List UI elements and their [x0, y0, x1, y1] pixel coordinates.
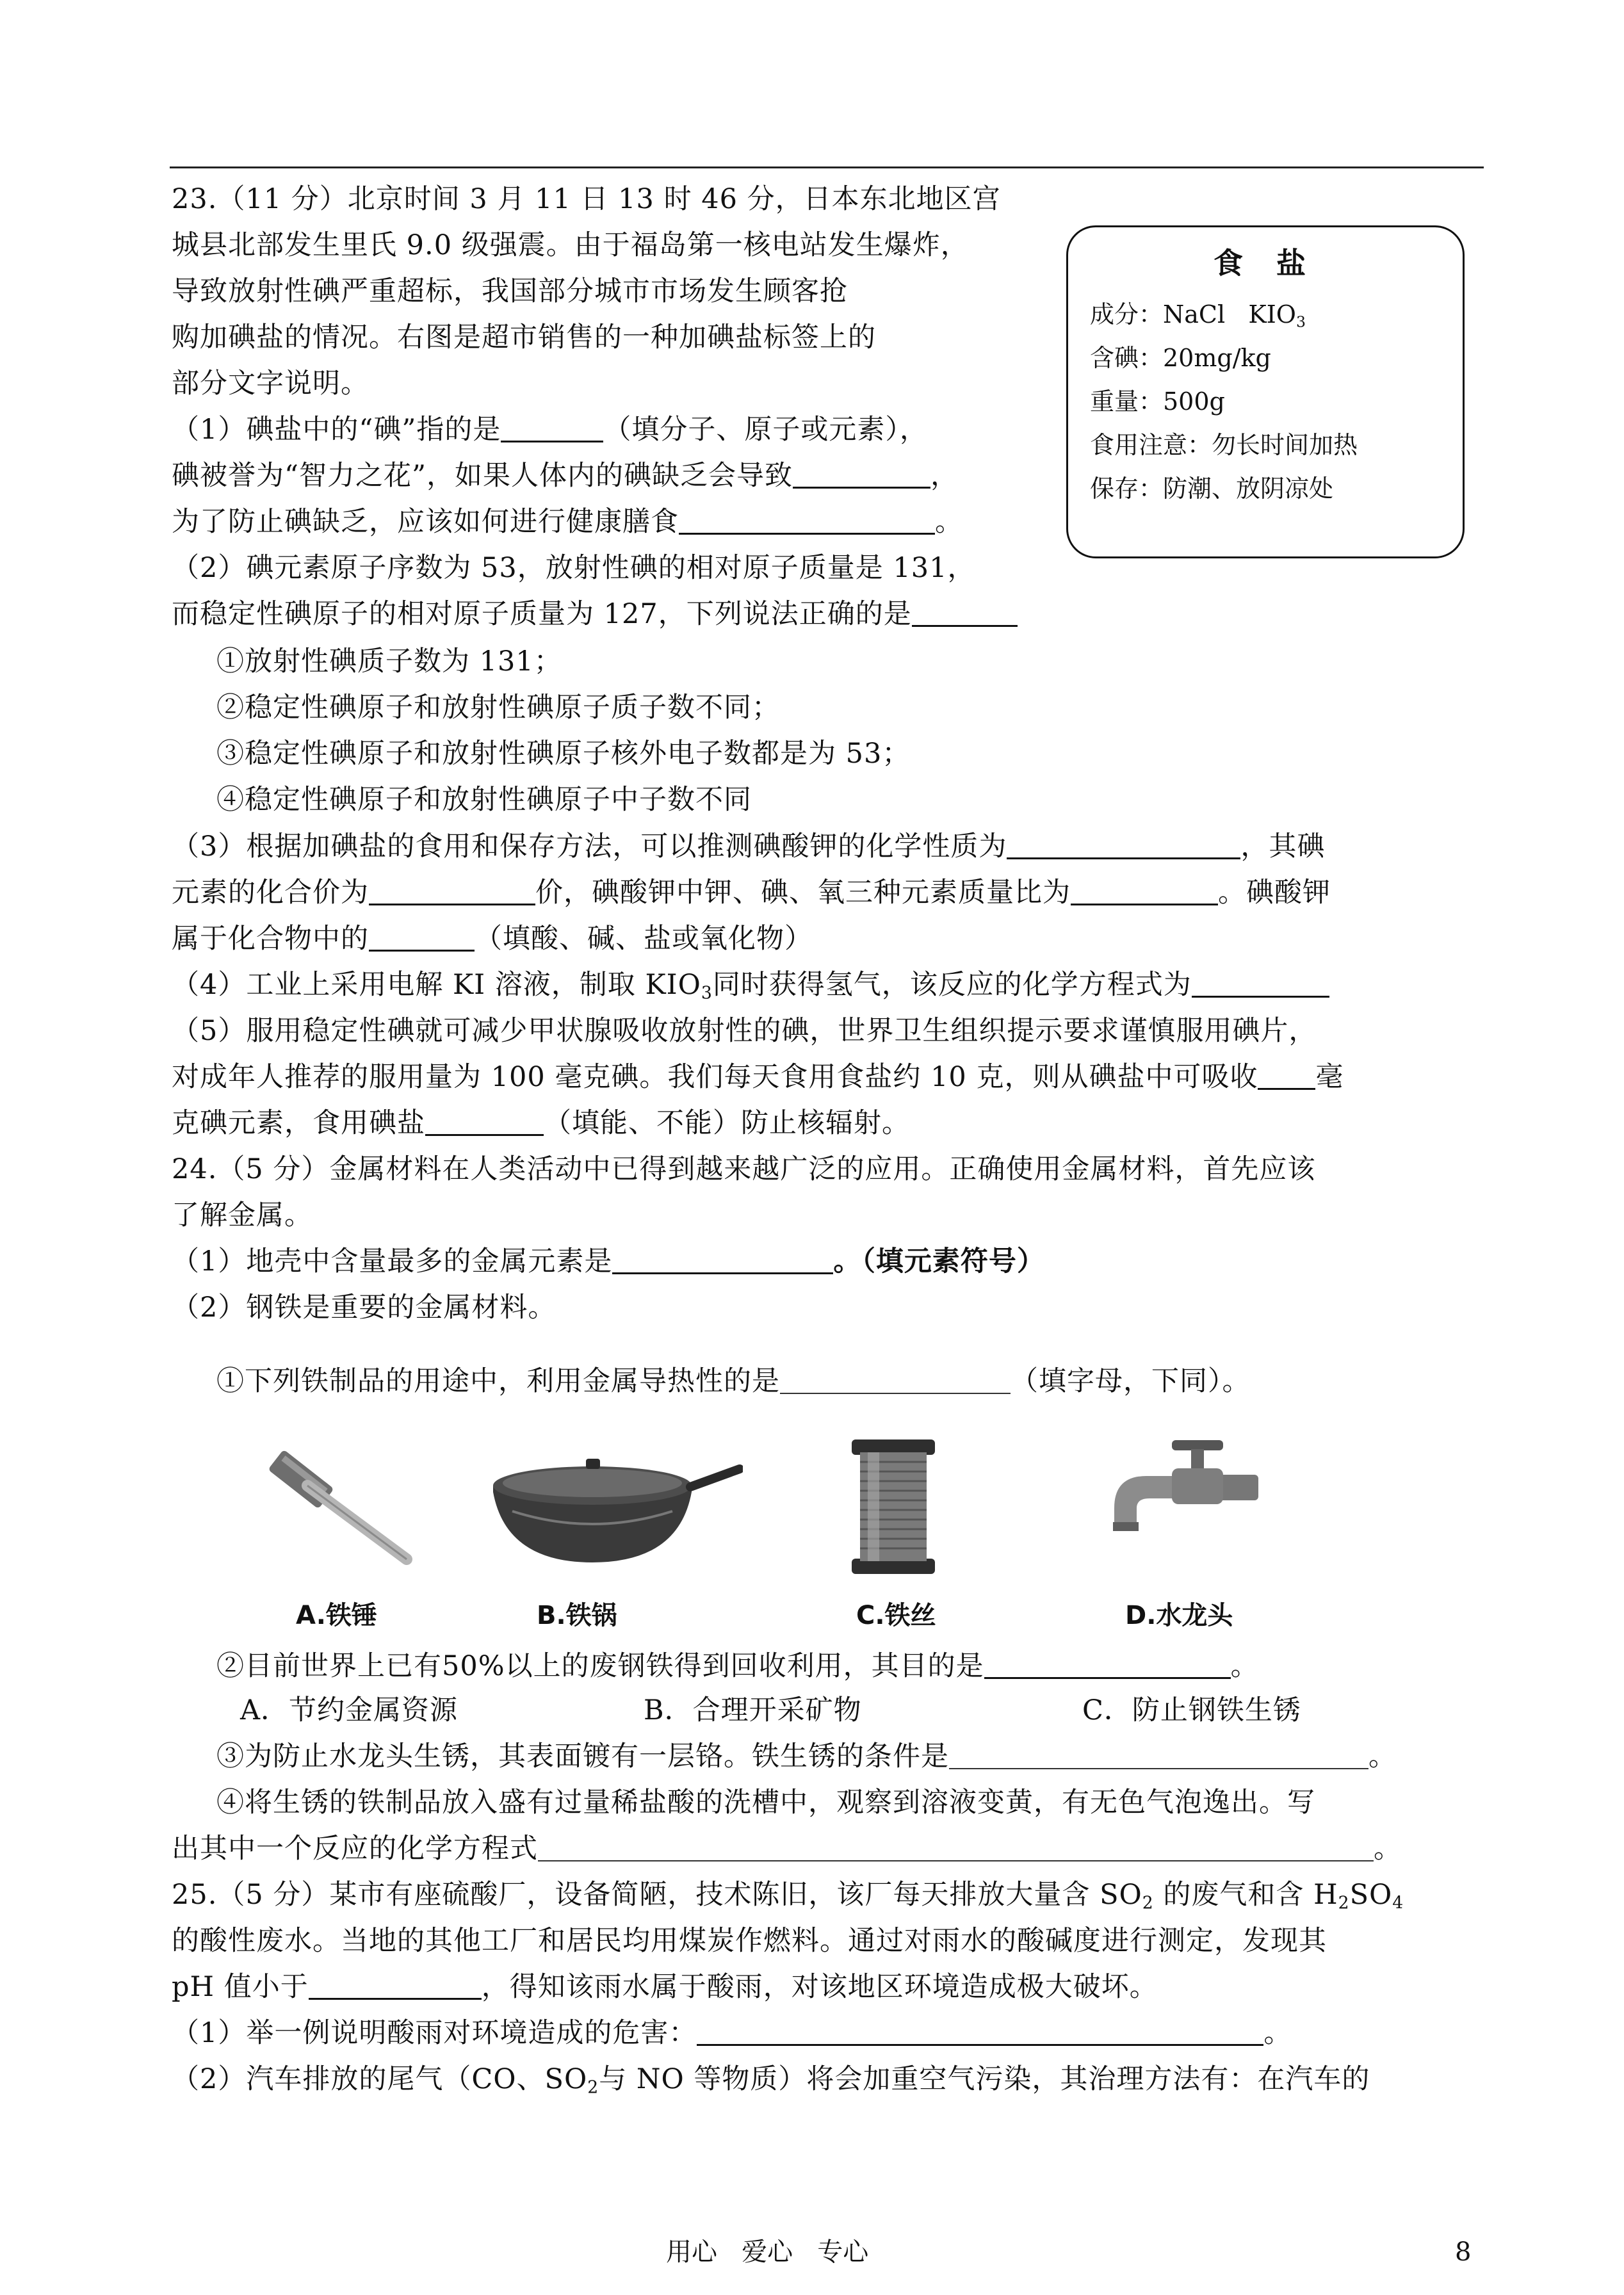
q23-option-2: ②稳定性碘原子和放射性碘原子质子数不同；: [216, 692, 780, 724]
q25-line-2: 的酸性废水。当地的其他工厂和居民均用煤炭作燃料。通过对雨水的酸碱度进行测定，发现其: [172, 1925, 1327, 1957]
q23-option-3: ③稳定性碘原子和放射性碘原子核外电子数都是为 53；: [216, 738, 911, 770]
answer-blank[interactable]: [369, 924, 475, 952]
answer-blank[interactable]: [1007, 832, 1240, 859]
q23-part5-line-2: 对成年人推荐的服用量为 100 毫克碘。我们每天食用食盐约 10 克，则从碘盐中可吸收 毫: [172, 1061, 1344, 1093]
q24-choice-a: A．节约金属资源: [240, 1694, 459, 1726]
label-title: 食 盐: [1213, 246, 1317, 280]
q23-part2-line-1: （2）碘元素原子序数为 53，放射性碘的相对原子质量是 131，: [172, 552, 976, 584]
answer-blank[interactable]: [1192, 970, 1329, 998]
label-iodine: 含碘：20mg/kg: [1090, 344, 1271, 372]
q24-choice-b: B．合理开采矿物: [644, 1694, 862, 1726]
q23-line-4: 购加碘盐的情况。右图是超市销售的一种加碘盐标签上的: [172, 321, 876, 353]
caption-wire: C.铁丝: [856, 1601, 936, 1630]
q24-sub3-line: ③为防止水龙头生锈，其表面镀有一层铬。铁生锈的条件是 。: [216, 1740, 1397, 1772]
answer-blank[interactable]: [425, 1108, 544, 1136]
caption-wok: B.铁锅: [537, 1601, 617, 1630]
label-caution: 食用注意：勿长时间加热: [1090, 431, 1358, 459]
header-rule: [170, 166, 1484, 168]
answer-blank[interactable]: [501, 415, 603, 442]
answer-blank[interactable]: [949, 1744, 1368, 1769]
q25-part2-line: （2）汽车排放的尾气（CO、$SO_2$与 NO 等物质）将会加重空气污染，其治理方法有：在汽车的: [172, 2063, 1370, 2098]
answer-blank[interactable]: [912, 599, 1018, 627]
salt-label-box: [1066, 225, 1465, 558]
q24-sub4-line-2: 出其中一个反应的化学方程式 。: [172, 1833, 1402, 1865]
label-weight: 重量：500g: [1090, 387, 1225, 416]
answer-blank[interactable]: [1071, 878, 1218, 905]
label-storage: 保存：防潮、放阴凉处: [1090, 474, 1334, 503]
q23-part5-line-3: 克碘元素，食用碘盐 （填能、不能）防止核辐射。: [172, 1107, 910, 1139]
answer-blank[interactable]: [679, 507, 935, 535]
q25-part1-line: （1）举一例说明酸雨对环境造成的危害： 。: [172, 2017, 1292, 2049]
answer-blank[interactable]: [369, 878, 535, 905]
footer-motto: 用心 爱心 专心: [666, 2237, 869, 2267]
q23-line-2: 城县北部发生里氏 9.0 级强震。由于福岛第一核电站发生爆炸，: [172, 229, 969, 261]
q23-option-1: ①放射性碘质子数为 131；: [216, 645, 562, 677]
q23-part2-line-2: 而稳定性碘原子的相对原子质量为 127，下列说法正确的是: [172, 596, 1018, 633]
q24-line-2: 了解金属。: [172, 1199, 313, 1231]
page-number: 8: [1455, 2237, 1472, 2267]
answer-blank[interactable]: [697, 2018, 1263, 2046]
hammer-image: [256, 1441, 429, 1569]
q23-part3-line-1: （3）根据加碘盐的食用和保存方法，可以推测碘酸钾的化学性质为 ，其碘: [172, 831, 1326, 863]
q25-line-1: 25.（5 分）某市有座硫酸厂，设备简陋，技术陈旧，该厂每天排放大量含 $SO_2$ 的废气和含 $H_2SO_4$: [172, 1879, 1404, 1913]
answer-blank[interactable]: [793, 461, 930, 489]
wok-image: [487, 1441, 743, 1569]
faucet-image: [1101, 1438, 1268, 1572]
q24-sub4-line-1: ④将生锈的铁制品放入盛有过量稀盐酸的洗槽中，观察到溶液变黄，有无色气泡逸出。写: [216, 1787, 1315, 1819]
q24-sub1-line: ①下列铁制品的用途中，利用金属导热性的是 （填字母，下同）。: [216, 1365, 1251, 1397]
label-ingredients: 成分：NaCl $KIO_3$: [1090, 300, 1306, 331]
q24-sub2-line: ②目前世界上已有50%以上的废钢铁得到回收利用，其目的是 。: [216, 1650, 1259, 1682]
q23-part5-line-1: （5）服用稳定性碘就可减少甲状腺吸收放射性的碘，世界卫生组织提示要求谨慎服用碘片，: [172, 1015, 1317, 1047]
caption-hammer: A.铁锤: [296, 1601, 377, 1630]
q23-part1-line-3: 为了防止碘缺乏，应该如何进行健康膳食 。: [172, 506, 963, 538]
q24-part1-line: （1）地壳中含量最多的金属元素是 。（填元素符号）: [172, 1245, 1045, 1277]
q24-part2-line: （2）钢铁是重要的金属材料。: [172, 1292, 556, 1324]
answer-blank[interactable]: [1258, 1062, 1315, 1090]
q24-choice-c: C．防止钢铁生锈: [1082, 1694, 1301, 1726]
answer-blank[interactable]: [984, 1651, 1231, 1679]
q23-line-5: 部分文字说明。: [172, 368, 369, 400]
q23-line-1: 23.（11 分）北京时间 3 月 11 日 13 时 46 分，日本东北地区宫: [172, 183, 1001, 215]
answer-blank[interactable]: [538, 1836, 1374, 1861]
q23-part3-line-3: 属于化合物中的 （填酸、碱、盐或氧化物）: [172, 923, 813, 955]
answer-blank[interactable]: [780, 1368, 1011, 1394]
q23-line-3: 导致放射性碘严重超标，我国部分城市市场发生顾客抢: [172, 275, 848, 307]
q25-line-3: pH 值小于 ，得知该雨水属于酸雨，对该地区环境造成极大破坏。: [172, 1971, 1158, 2003]
q23-part1-line-2: 碘被誉为“智力之花”，如果人体内的碘缺乏会导致 ，: [172, 460, 959, 492]
answer-blank[interactable]: [309, 1972, 482, 2000]
q23-part1-line-1: （1）碘盐中的“碘”指的是 （填分子、原子或元素），: [172, 414, 928, 446]
answer-blank[interactable]: [612, 1247, 833, 1274]
wire-coil-image: [842, 1433, 945, 1580]
q23-part4-line: （4）工业上采用电解 KI 溶液，制取 $KIO_3$同时获得氢气，该反应的化学方程式为: [172, 966, 1329, 1003]
q24-line-1: 24.（5 分）金属材料在人类活动中已得到越来越广泛的应用。正确使用金属材料，首先应该: [172, 1153, 1316, 1185]
q23-part3-line-2: 元素的化合价为 价，碘酸钾中钾、碘、氧三种元素质量比为 。碘酸钾: [172, 877, 1331, 909]
q23-option-4: ④稳定性碘原子和放射性碘原子中子数不同: [216, 784, 752, 816]
caption-faucet: D.水龙头: [1125, 1601, 1233, 1630]
